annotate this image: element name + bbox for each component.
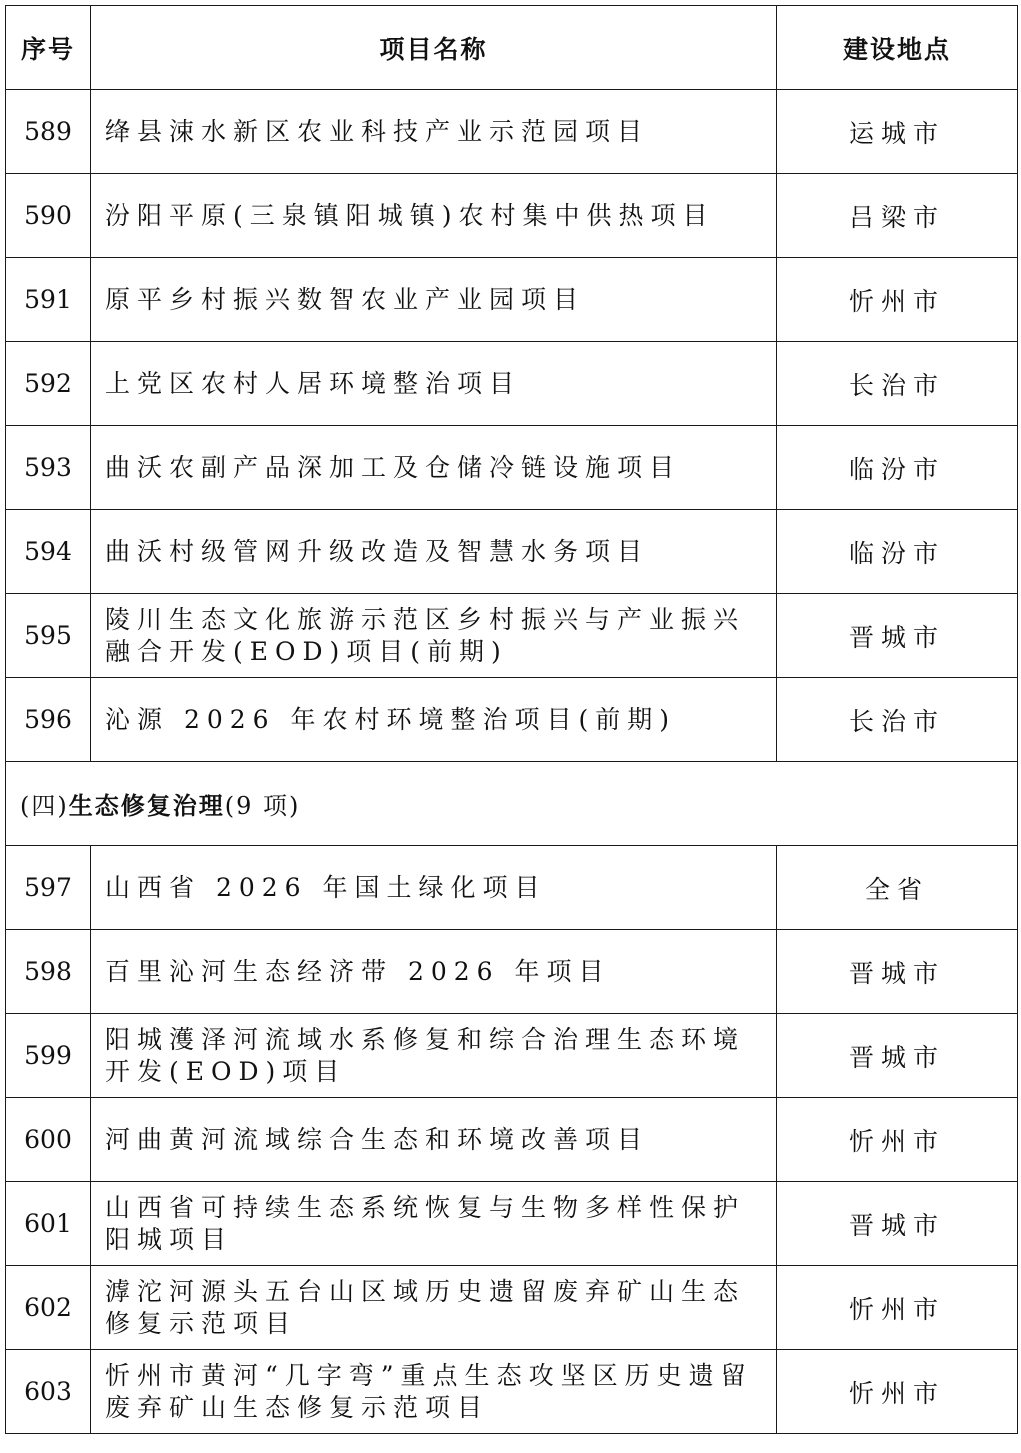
table-row: [6, 1350, 1018, 1434]
row-serial-number: 590: [6, 174, 91, 258]
row-project-name: 阳城濩泽河流域水系修复和综合治理生态环境开发(EOD)项目: [91, 1014, 777, 1098]
row-serial-number: 592: [6, 342, 91, 426]
row-project-name: 山西省可持续生态系统恢复与生物多样性保护阳城项目: [91, 1182, 777, 1266]
row-location: 晋城市: [777, 594, 1018, 678]
table-row: [6, 846, 1018, 930]
section-header: [6, 762, 1018, 846]
row-project-name: 滹沱河源头五台山区域历史遗留废弃矿山生态修复示范项目: [91, 1266, 777, 1350]
row-serial-number: 598: [6, 930, 91, 1014]
row-project-name: 汾阳平原(三泉镇阳城镇)农村集中供热项目: [91, 174, 777, 258]
row-project-name: 沁源 2026 年农村环境整治项目(前期): [91, 678, 777, 762]
row-serial-number: 594: [6, 510, 91, 594]
row-location: 晋城市: [777, 930, 1018, 1014]
row-location: 忻州市: [777, 258, 1018, 342]
header-location: 建设地点: [777, 6, 1018, 90]
row-project-name: 原平乡村振兴数智农业产业园项目: [91, 258, 777, 342]
row-project-name: 陵川生态文化旅游示范区乡村振兴与产业振兴融合开发(EOD)项目(前期): [91, 594, 777, 678]
row-location: 长治市: [777, 678, 1018, 762]
table-row: [6, 174, 1018, 258]
table-row: [6, 90, 1018, 174]
row-serial-number: 596: [6, 678, 91, 762]
row-location: 临汾市: [777, 426, 1018, 510]
section-header-row: [6, 762, 1018, 846]
row-project-name: 曲沃村级管网升级改造及智慧水务项目: [91, 510, 777, 594]
row-serial-number: 599: [6, 1014, 91, 1098]
row-project-name: 忻州市黄河“几字弯”重点生态攻坚区历史遗留废弃矿山生态修复示范项目: [91, 1350, 777, 1434]
row-project-name: 上党区农村人居环境整治项目: [91, 342, 777, 426]
table-row: [6, 1266, 1018, 1350]
table-row: [6, 1098, 1018, 1182]
row-project-name: 绛县涑水新区农业科技产业示范园项目: [91, 90, 777, 174]
row-serial-number: 589: [6, 90, 91, 174]
row-location: 忻州市: [777, 1098, 1018, 1182]
row-serial-number: 600: [6, 1098, 91, 1182]
row-location: 长治市: [777, 342, 1018, 426]
row-serial-number: 601: [6, 1182, 91, 1266]
section-count: (9 项): [224, 792, 301, 820]
row-location: 忻州市: [777, 1350, 1018, 1434]
table-row: [6, 1182, 1018, 1266]
table-row: [6, 510, 1018, 594]
row-location: 晋城市: [777, 1014, 1018, 1098]
row-project-name: 山西省 2026 年国土绿化项目: [91, 846, 777, 930]
row-location: 吕梁市: [777, 174, 1018, 258]
row-serial-number: 591: [6, 258, 91, 342]
row-location: 运城市: [777, 90, 1018, 174]
header-serial-number: 序号: [6, 6, 91, 90]
table-row: [6, 678, 1018, 762]
table-row: [6, 930, 1018, 1014]
row-serial-number: 602: [6, 1266, 91, 1350]
row-location: 临汾市: [777, 510, 1018, 594]
section-title: 生态修复治理: [68, 792, 225, 820]
table-row: [6, 342, 1018, 426]
row-location: 全省: [777, 846, 1018, 930]
section-prefix: (四): [20, 792, 69, 820]
table-row: [6, 594, 1018, 678]
row-serial-number: 603: [6, 1350, 91, 1434]
row-serial-number: 593: [6, 426, 91, 510]
table-row: [6, 258, 1018, 342]
row-location: 忻州市: [777, 1266, 1018, 1350]
row-project-name: 百里沁河生态经济带 2026 年项目: [91, 930, 777, 1014]
table-row: [6, 426, 1018, 510]
table-row: [6, 1014, 1018, 1098]
row-location: 晋城市: [777, 1182, 1018, 1266]
row-serial-number: 595: [6, 594, 91, 678]
row-project-name: 河曲黄河流域综合生态和环境改善项目: [91, 1098, 777, 1182]
project-table: [5, 5, 1018, 1434]
row-serial-number: 597: [6, 846, 91, 930]
table-header-row: [6, 6, 1018, 90]
row-project-name: 曲沃农副产品深加工及仓储冷链设施项目: [91, 426, 777, 510]
header-project-name: 项目名称: [91, 6, 777, 90]
